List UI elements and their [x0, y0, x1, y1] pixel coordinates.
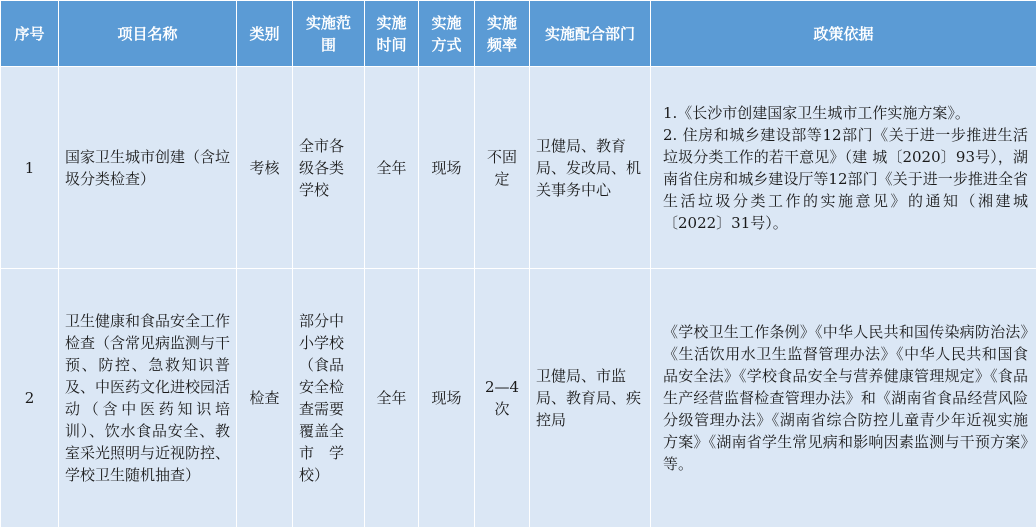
cell-departments: 卫健局、市监局、教育局、疾控局	[530, 269, 651, 528]
table-row	[1, 269, 1036, 528]
cell-frequency: 2—4次	[475, 269, 530, 528]
table-header	[1, 1, 1036, 67]
table-body	[1, 67, 1036, 528]
policy-line: 《学校卫生工作条例》《中华人民共和国传染病防治法》《生活饮用水卫生监督管理办法》《中华人民共和国食品安全法》《学校食品安全与营养健康管理规定》《食品生产经营监督检查管理办法》和《湖南省食品经营风险分级管理办法》《湖南省综合防控儿童青少年近视实施方案》《湖南省学生常见病和影响因素监测与干预方案》等。	[663, 321, 1028, 475]
cell-departments: 卫健局、教育局、发改局、机关事务中心	[530, 67, 651, 269]
header-policy: 政策依据	[651, 1, 1036, 67]
cell-category: 考核	[237, 67, 293, 269]
header-scope: 实施范围	[293, 1, 365, 67]
cell-policy	[651, 269, 1036, 528]
cell-index: 1	[1, 67, 59, 269]
table-row	[1, 67, 1036, 269]
header-row	[1, 1, 1036, 67]
cell-time: 全年	[365, 269, 419, 528]
cell-frequency: 不固定	[475, 67, 530, 269]
cell-scope: 全市各级各类学校	[293, 67, 365, 269]
policy-line: 2. 住房和城乡建设部等12部门《关于进一步推进生活垃圾分类工作的若干意见》（建 城〔2020〕93号），湖南省住房和城乡建设厅等12部门《关于进一步推进全省生活垃圾分类工作的实施意见》的通知（湘建城〔2022〕31号）。	[663, 124, 1028, 234]
header-departments: 实施配合部门	[530, 1, 651, 67]
cell-time: 全年	[365, 67, 419, 269]
header-category: 类别	[237, 1, 293, 67]
header-frequency: 实施频率	[475, 1, 530, 67]
cell-policy	[651, 67, 1036, 269]
cell-method: 现场	[419, 269, 475, 528]
cell-method: 现场	[419, 67, 475, 269]
header-method: 实施方式	[419, 1, 475, 67]
cell-name: 国家卫生城市创建（含垃圾分类检查）	[59, 67, 237, 269]
header-name: 项目名称	[59, 1, 237, 67]
cell-index: 2	[1, 269, 59, 528]
cell-name: 卫生健康和食品安全工作检查（含常见病监测与干预、防控、急救知识普及、中医药文化进校园活动（含中医药知识培训）、饮水食品安全、教室采光照明与近视防控、学校卫生随机抽查）	[59, 269, 237, 528]
header-index: 序号	[1, 1, 59, 67]
cell-category: 检查	[237, 269, 293, 528]
cell-scope: 部分中小学校（食品安全检查需要覆盖全市 学校）	[293, 269, 365, 528]
policy-line: 1.《长沙市创建国家卫生城市工作实施方案》。	[663, 102, 1028, 124]
header-time: 实施时间	[365, 1, 419, 67]
